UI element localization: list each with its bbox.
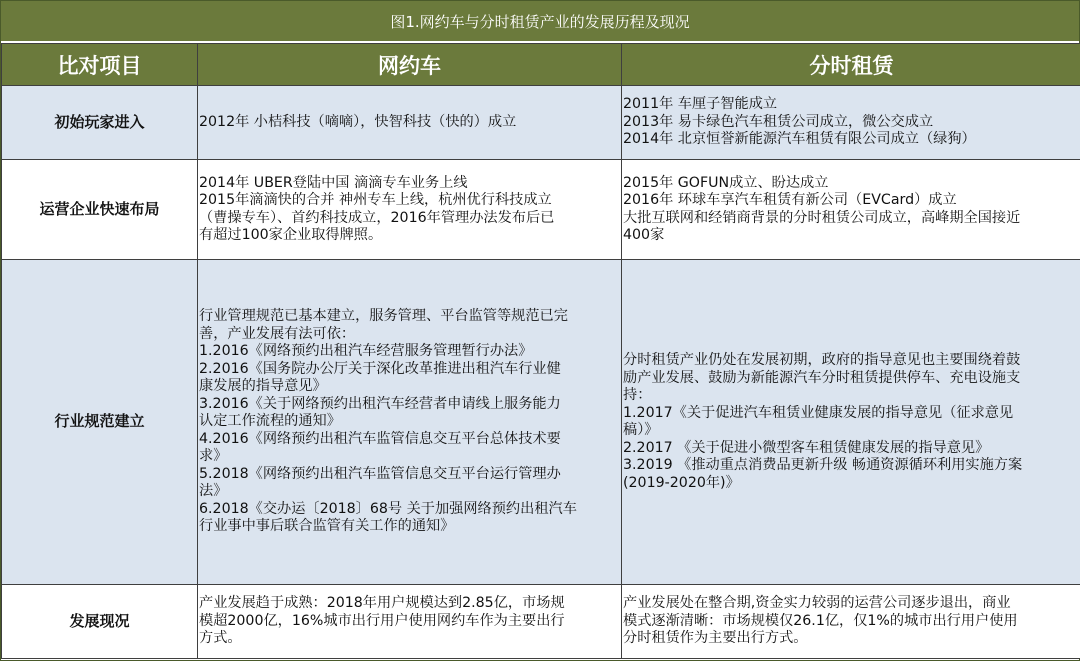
header-item: 比对项目: [2, 44, 198, 86]
text-line: 认定工作流程的通知》: [199, 413, 341, 430]
table-row: [2, 585, 1080, 659]
table-row: [2, 260, 1080, 585]
text-line: 产业发展处在整合期,资金实力较弱的运营公司逐步退出，商业: [623, 595, 1011, 612]
row-label: 运营企业快速布局: [2, 160, 198, 260]
text-line: 2.2016《国务院办公厅关于深化改革推进出租汽车行业健: [199, 360, 561, 377]
text-line: 3.2019 《推动重点消费品更新升级 畅通资源循环利用实施方案: [623, 457, 1023, 473]
row-label: 发展现况: [2, 585, 198, 659]
text-line: 大批互联网和经销商背景的分时租赁公司成立，高峰期全国接近: [623, 209, 1021, 226]
text-line: 2015年 GOFUN成立、盼达成立: [623, 174, 829, 191]
text-line: 分时租赁产业仍处在发展初期，政府的指导意见也主要围绕着鼓: [623, 352, 1021, 368]
text-line: 行业管理规范已基本建立，服务管理、平台监管等规范已完: [199, 308, 568, 325]
text-line: 400家: [623, 227, 665, 243]
ride-hailing-cell: [198, 585, 622, 659]
text-line: 6.2018《交办运〔2018〕68号 关于加强网络预约出租汽车: [199, 500, 577, 517]
text-line: 善，产业发展有法可依：: [199, 325, 356, 342]
text-line: 行业事中事后联合监管有关工作的通知》: [199, 518, 455, 535]
text-line: 产业发展趋于成熟：2018年用户规模达到2.85亿，市场规: [199, 595, 565, 612]
text-line: 模超2000亿，16%城市出行用户使用网约车作为主要出行: [199, 612, 565, 629]
text-line: 模式逐渐清晰：市场规模仅26.1亿，仅1%的城市出行用户使用: [623, 612, 1018, 629]
row-label: 行业规范建立: [2, 260, 198, 585]
header-row: [2, 44, 1080, 86]
ride-hailing-cell: [198, 160, 622, 260]
time-share-cell: [622, 260, 1080, 585]
time-share-cell: [622, 160, 1080, 260]
ride-hailing-cell: [198, 86, 622, 160]
time-share-cell: [622, 86, 1080, 160]
text-line: 2.2017 《关于促进小微型客车租赁健康发展的指导意见》: [623, 439, 990, 456]
text-line: 2016年 环球车享汽车租赁有新公司（EVCard）成立: [623, 192, 957, 208]
text-line: 康发展的指导意见》: [199, 378, 327, 395]
text-line: 3.2016《关于网络预约出租汽车经营者申请线上服务能力: [199, 395, 561, 412]
text-line: 1.2016《网络预约出租汽车经营服务管理暂行办法》: [199, 343, 533, 360]
time-share-cell: [622, 585, 1080, 659]
comparison-table: [1, 43, 1080, 659]
ride-hailing-cell: [198, 260, 622, 585]
text-line: 2011年 车厘子智能成立: [623, 96, 778, 113]
table-row: [2, 160, 1080, 260]
text-line: 4.2016《网络预约出租汽车监管信息交互平台总体技术要: [199, 430, 561, 447]
text-line: (2019-2020年)》: [623, 474, 740, 491]
text-line: 有超过100家企业取得牌照。: [199, 227, 383, 243]
text-line: 2014年 UBER登陆中国 滴滴专车业务上线: [199, 174, 468, 191]
text-line: 求》: [199, 448, 228, 465]
row-label: 初始玩家进入: [2, 86, 198, 160]
text-line: 1.2017《关于促进汽车租赁业健康发展的指导意见（征求意见: [623, 404, 1014, 421]
text-line: （曹操专车）、首约科技成立，2016年管理办法发布后已: [199, 209, 555, 226]
figure-title: 图1.网约车与分时租赁产业的发展历程及现况: [1, 1, 1079, 43]
text-line: 法》: [199, 483, 228, 500]
text-line: 持：: [623, 387, 652, 403]
header-ride-hailing: 网约车: [198, 44, 622, 86]
text-line: 稿）》: [623, 422, 659, 438]
text-line: 2012年 小桔科技（嘀嘀），快智科技（快的）成立: [199, 113, 517, 130]
table-row: [2, 86, 1080, 160]
text-line: 2015年滴滴快的合并 神州专车上线，杭州优行科技成立: [199, 192, 552, 208]
header-time-share: 分时租赁: [622, 44, 1080, 86]
text-line: 励产业发展、鼓励为新能源汽车分时租赁提供停车、充电设施支: [623, 369, 1021, 386]
text-line: 2014年 北京恒誉新能源汽车租赁有限公司成立（绿狗）: [623, 131, 976, 148]
text-line: 5.2018《网络预约出租汽车监管信息交互平台运行管理办: [199, 465, 561, 482]
text-line: 分时租赁作为主要出行方式。: [623, 630, 808, 647]
text-line: 2013年 易卡绿色汽车租赁公司成立，微公交成立: [623, 113, 934, 130]
text-line: 方式。: [199, 630, 242, 647]
